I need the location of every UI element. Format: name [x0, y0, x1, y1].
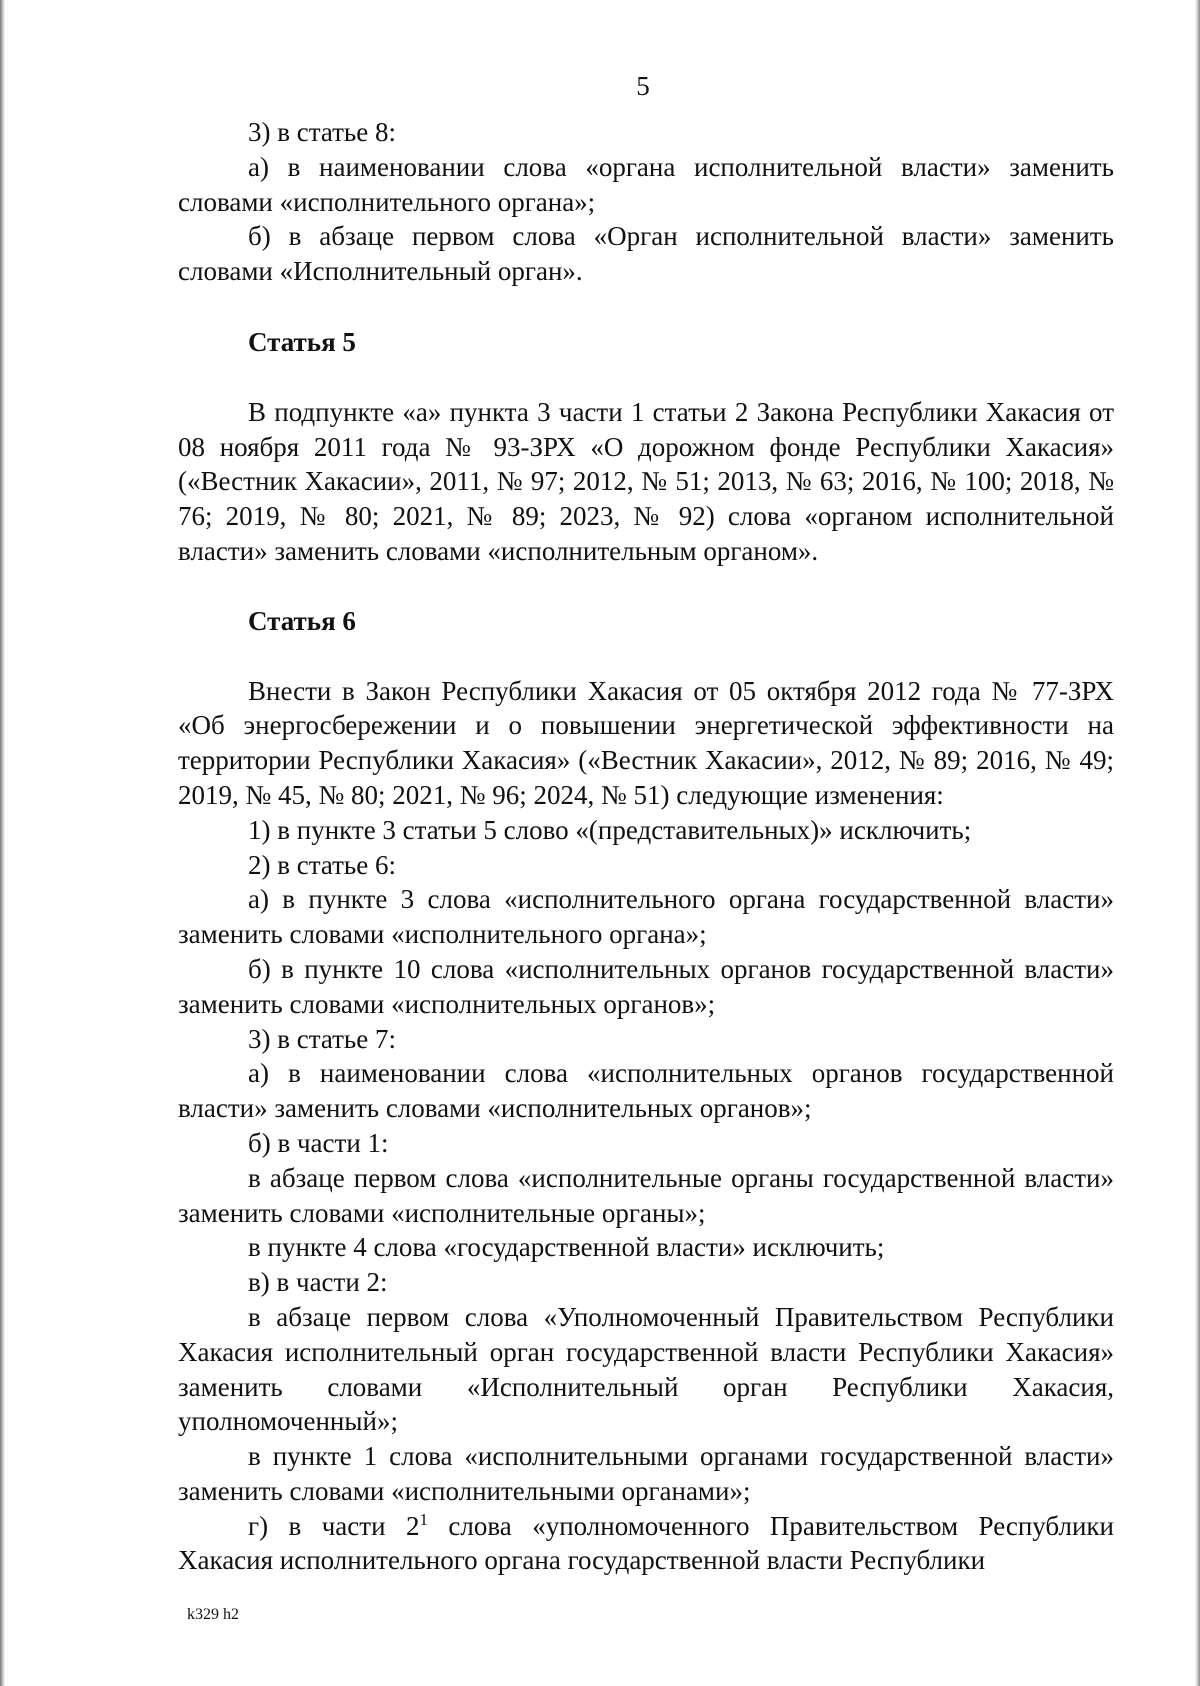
last-paragraph-suffix: слова «уполномоченного Правительством Республики Хакасия исполнительного органа государственной власти Республики: [178, 1510, 1114, 1576]
paragraph: в абзаце первом слова «исполнительные органы государственной власти» заменить словами «исполнительные органы»;: [178, 1162, 1114, 1228]
paragraph: в пункте 4 слова «государственной власти» исключить;: [248, 1232, 885, 1263]
paragraph: б) в пункте 10 слова «исполнительных органов государственной власти» заменить словами «исполнительных органов»;: [178, 953, 1114, 1019]
superscript: 1: [419, 1509, 428, 1529]
paragraph: 1) в пункте 3 статьи 5 слово «(представительных)» исключить;: [248, 814, 972, 845]
article-heading-6: Статья 6: [248, 605, 356, 636]
paragraph: а) в пункте 3 слова «исполнительного органа государственной власти» заменить словами «исполнительного органа»;: [178, 884, 1114, 950]
paragraph: б) в абзаце первом слова «Орган исполнительной власти» заменить словами «Исполнительный орган».: [178, 221, 1114, 287]
paragraph: в абзаце первом слова «Уполномоченный Правительством Республики Хакасия исполнительный орган государственной власти Республики Хакасия» заменить словами «Исполнительный орган Республики Хакасия, уполномоченный»;: [178, 1301, 1114, 1437]
paragraph: б) в части 1:: [248, 1127, 389, 1158]
paragraph: а) в наименовании слова «органа исполнительной власти» заменить словами «исполнительного органа»;: [178, 151, 1114, 217]
footer-code: k329 h2: [187, 1606, 239, 1623]
page-number: 5: [636, 71, 650, 101]
document-body: [178, 115, 1114, 1578]
scan-edge-left: [0, 0, 5, 1686]
paragraph: 2) в статье 6:: [248, 849, 396, 880]
paragraph: в) в части 2:: [248, 1267, 388, 1298]
paragraph: в пункте 1 слова «исполнительными органами государственной власти» заменить словами «исполнительными органами»;: [178, 1441, 1114, 1506]
paragraph-last: [178, 1509, 1114, 1579]
last-paragraph-prefix: г) в части 2: [248, 1510, 420, 1541]
paragraph: а) в наименовании слова «исполнительных органов государственной власти» заменить словами «исполнительных органов»;: [178, 1058, 1114, 1124]
paragraph: Внести в Закон Республики Хакасия от 05 октября 2012 года № 77-ЗРХ «Об энергосбережении и о повышении энергетической эффективности на территории Республики Хакасия» («Вестник Хакасии», 2012, № 89; 2016, № 49; 2019, № 45, № 80; 2021, № 96; 2024, № 51) следующие изменения:: [178, 675, 1114, 810]
article-heading-5: Статья 5: [248, 326, 356, 357]
paragraph: 3) в статье 7:: [248, 1023, 396, 1054]
paragraph: 3) в статье 8:: [248, 117, 396, 147]
scan-edge-right: [1195, 0, 1200, 1686]
paragraph: В подпункте «а» пункта 3 части 1 статьи 2 Закона Республики Хакасия от 08 ноября 2011 года № 93-ЗРХ «О дорожном фонде Республики Хакасия» («Вестник Хакасии», 2011, № 97; 2012, № 51; 2013, № 63; 2016, № 100; 2018, № 76; 2019, № 80; 2021, № 89; 2023, № 92) слова «органом исполнительной власти» заменить словами «исполнительным органом».: [178, 396, 1114, 566]
